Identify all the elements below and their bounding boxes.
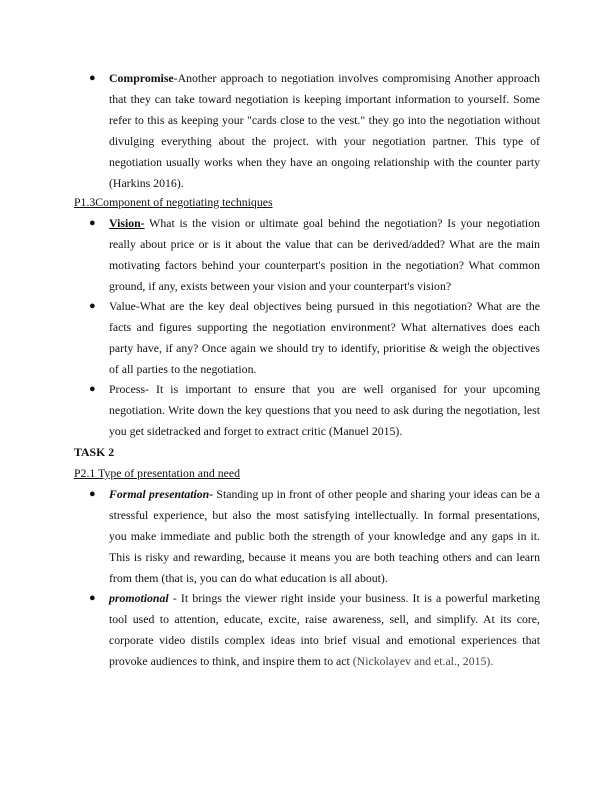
section-heading-p2-1: P2.1 Type of presentation and need [74, 466, 241, 480]
bullet-compromise [109, 68, 540, 194]
bullet-term: Formal presentation- [109, 487, 214, 501]
bullet-dot: ● [89, 383, 96, 395]
bullet-dot: ● [89, 300, 96, 312]
bullet-dot: ● [89, 217, 96, 229]
bullet-term: Compromise [109, 71, 174, 85]
bullet-dot: ● [89, 592, 96, 604]
citation: (Nickolayev and et.al., 2015). [352, 654, 494, 668]
bullet-vision [109, 213, 540, 297]
bullet-text: Standing up in front of other people and sharing your ideas can be a stressful experience, but also the most satisfying intellectually. In formal presentations, you make immediate and public both the strength of your knowledge and any gaps in it. This is risky and rewarding, because it means you are both teaching others and can learn from them (that is, you can do what education is all about). [109, 487, 540, 585]
bullet-text: -Another approach to negotiation involves compromising Another approach that they can take toward negotiation is keeping important information to yourself. Some refer to this as keeping your "cards close to the vest." they go into the negotiation without divulging everything about the project. with your negotiation partner. This type of negotiation usually works when they have an ongoing relationship with the counter party (Harkins 2016). [109, 71, 540, 190]
bullet-dot: ● [89, 488, 96, 500]
bullet-text: Value-What are the key deal objectives being pursued in this negotiation? What are the facts and figures supporting the negotiation environment? What alternatives does each party have, if any? Once again we should try to identify, prioritise & weigh the objectives of all parties to the negotiation. [109, 299, 540, 376]
bullet-promotional [109, 588, 540, 672]
bullet-dot: ● [89, 72, 96, 84]
bullet-text: What is the vision or ultimate goal behind the negotiation? Is your negotiation really about price or is it about the value that can be derived/added? What are the main motivating factors behind your counterpart's position in the negotiation? What common ground, if any, exists between your vision and your counterpart's vision? [109, 216, 540, 293]
bullet-formal-presentation [109, 484, 540, 589]
bullet-term: Vision- [109, 216, 145, 230]
bullet-text: - It brings the viewer right inside your business. It is a powerful marketing tool used to attention, educate, excite, raise awareness, sell, and simplify. At its core, corporate video distils complex ideas into brief visual and emotional experiences that provoke audiences to think, and inspire them to act [109, 591, 540, 668]
bullet-text: Process- It is important to ensure that you are well organised for your upcoming negotiation. Write down the key questions that you need to ask during the negotiation, lest you get sidetracked and forget to extract critic (Manuel 2015). [109, 382, 540, 438]
bullet-term: promotional [109, 591, 169, 605]
bullet-process [109, 379, 540, 442]
task-heading: TASK 2 [74, 445, 115, 459]
bullet-value [109, 296, 540, 380]
section-heading-p1-3: P1.3Component of negotiating techniques [74, 195, 273, 209]
